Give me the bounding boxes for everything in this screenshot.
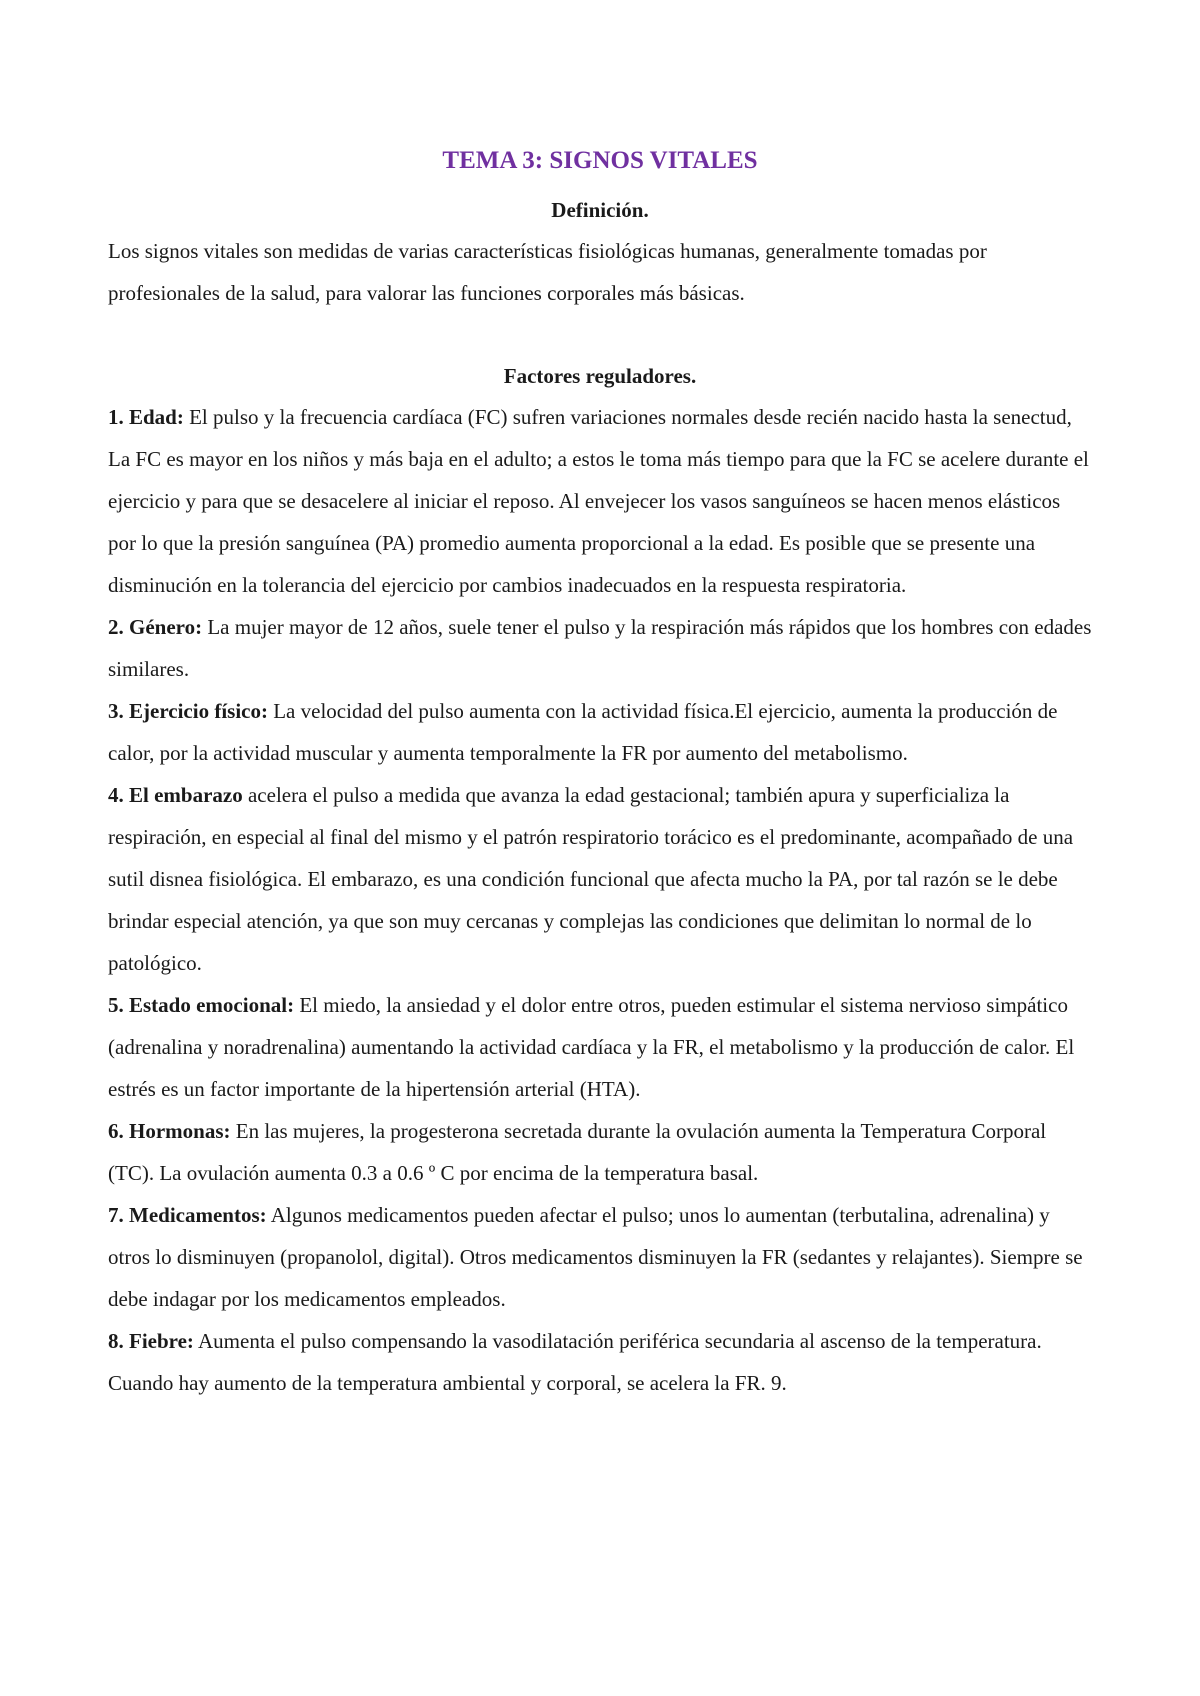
factor-text: La velocidad del pulso aumenta con la actividad física.El ejercicio, aumenta la producción de calor, por la actividad muscular y aumenta temporalmente la FR por aumento del metabolismo.: [108, 699, 1058, 765]
factor-item-age: [108, 396, 1092, 606]
factor-text: La mujer mayor de 12 años, suele tener el pulso y la respiración más rápidos que los hombres con edades similares.: [108, 615, 1092, 681]
factor-text: El miedo, la ansiedad y el dolor entre otros, pueden estimular el sistema nervioso simpático (adrenalina y noradrenalina) aumentando la actividad cardíaca y la FR, el metabolismo y la producción de calor. El estrés es un factor importante de la hipertensión arterial (HTA).: [108, 993, 1075, 1101]
definition-paragraph: Los signos vitales son medidas de varias características fisiológicas humanas, generalmente tomadas por profesionales de la salud, para valorar las funciones corporales más básicas.: [108, 239, 987, 305]
factor-item-pregnancy: [108, 774, 1092, 984]
factor-item-fever: [108, 1320, 1092, 1404]
factor-item-exercise: [108, 690, 1092, 774]
factor-text: Algunos medicamentos pueden afectar el pulso; unos lo aumentan (terbutalina, adrenalina) y otros lo disminuyen (propanolol, digital). Otros medicamentos disminuyen la FR (sedantes y relajantes). Siempre se debe indagar por los medicamentos empleados.: [108, 1203, 1083, 1311]
factor-label: 3. Ejercicio físico:: [108, 699, 268, 723]
factor-label: 7. Medicamentos:: [108, 1203, 267, 1227]
factor-item-hormones: [108, 1110, 1092, 1194]
factor-text: acelera el pulso a medida que avanza la edad gestacional; también apura y superficializa la respiración, en especial al final del mismo y el patrón respiratorio torácico es el predominante, acompañado de una sutil disnea fisiológica. El embarazo, es una condición funcional que afecta mucho la PA, por tal razón se le debe brindar especial atención, ya que son muy cercanas y complejas las condiciones que delimitan lo normal de lo patológico.: [108, 783, 1074, 975]
factor-label: 2. Género:: [108, 615, 203, 639]
factor-label: 6. Hormonas:: [108, 1119, 231, 1143]
factor-label: 1. Edad:: [108, 405, 184, 429]
factor-item-gender: [108, 606, 1092, 690]
definition-heading: Definición.: [551, 198, 649, 222]
factor-label: 5. Estado emocional:: [108, 993, 295, 1017]
factor-text: En las mujeres, la progesterona secretada durante la ovulación aumenta la Temperatura Corporal (TC). La ovulación aumenta 0.3 a 0.6 º C por encima de la temperatura basal.: [108, 1119, 1047, 1185]
factor-text: El pulso y la frecuencia cardíaca (FC) sufren variaciones normales desde recién nacido hasta la senectud, La FC es mayor en los niños y más baja en el adulto; a estos le toma más tiempo para que la FC se acelere durante el ejercicio y para que se desacelere al iniciar el reposo. Al envejecer los vasos sanguíneos se hacen menos elásticos por lo que la presión sanguínea (PA) promedio aumenta proporcional a la edad. Es posible que se presente una disminución en la tolerancia del ejercicio por cambios inadecuados en la respuesta respiratoria.: [108, 405, 1089, 597]
section-spacer: [108, 314, 1092, 356]
factor-label: 8. Fiebre:: [108, 1329, 194, 1353]
factor-item-emotional-state: [108, 984, 1092, 1110]
factor-item-medications: [108, 1194, 1092, 1320]
factor-label: 4. El embarazo: [108, 783, 243, 807]
factors-heading: Factores reguladores.: [503, 364, 697, 388]
factor-text: Aumenta el pulso compensando la vasodilatación periférica secundaria al ascenso de la temperatura. Cuando hay aumento de la temperatura ambiental y corporal, se acelera la FR. 9.: [108, 1329, 1042, 1395]
document-title: TEMA 3: SIGNOS VITALES: [442, 147, 758, 174]
